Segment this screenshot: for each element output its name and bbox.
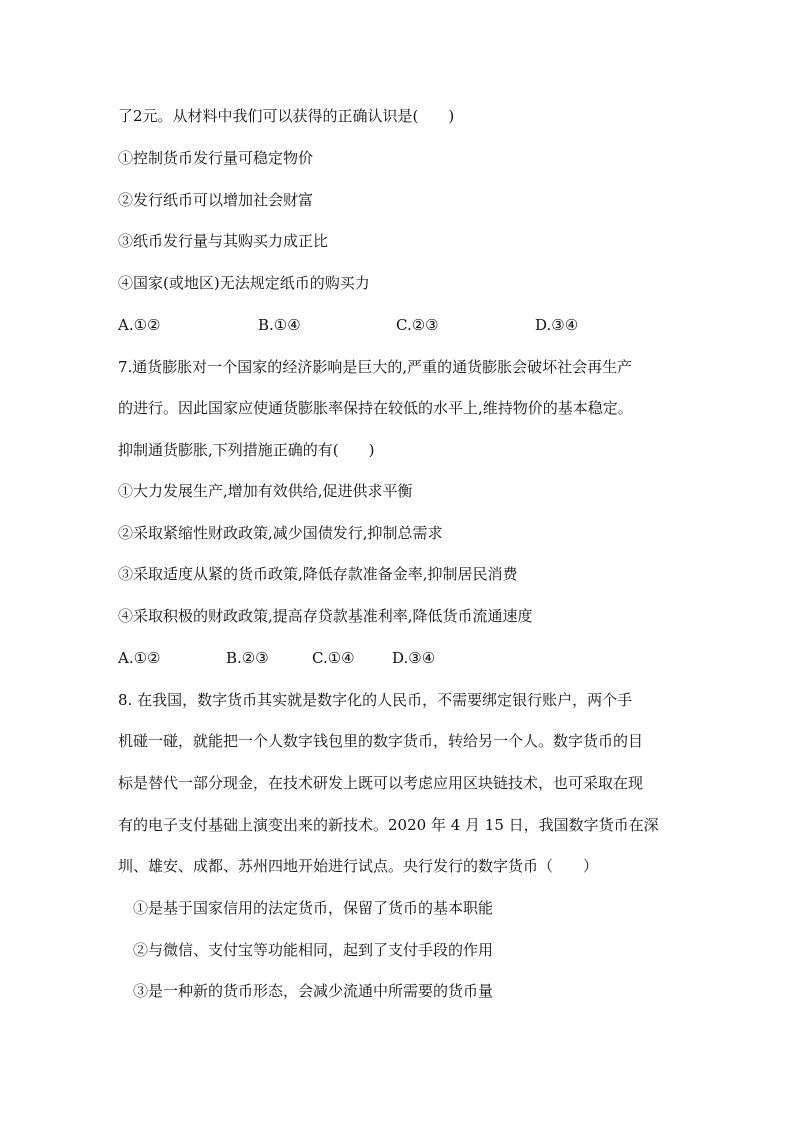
q7-option-c: C.①④ bbox=[312, 649, 355, 667]
q7-stem-line-1: 7.通货膨胀对一个国家的经济影响是巨大的,严重的通货膨胀会破坏社会再生产 bbox=[118, 358, 633, 376]
q6-stem-tail: 了2元。从材料中我们可以获得的正确认识是( ) bbox=[118, 107, 455, 125]
q8-item-2: ②与微信、支付宝等功能相同，起到了支付手段的作用 bbox=[133, 941, 494, 959]
q8-stem-line-3: 标是替代一部分现金，在技术研发上既可以考虑应用区块链技术，也可采取在现 bbox=[118, 774, 644, 792]
q7-stem-line-2: 的进行。因此国家应使通货膨胀率保持在较低的水平上,维持物价的基本稳定。 bbox=[118, 399, 633, 417]
q7-item-2: ②采取紧缩性财政政策,减少国债发行,抑制总需求 bbox=[118, 524, 443, 542]
q6-option-c: C.②③ bbox=[396, 316, 439, 334]
q6-option-b: B.①④ bbox=[258, 316, 301, 334]
q8-item-3: ③是一种新的货币形态，会减少流通中所需要的货币量 bbox=[133, 982, 494, 1000]
q8-stem-line-2: 机碰一碰，就能把一个人数字钱包里的数字货币，转给另一个人。数字货币的目 bbox=[118, 732, 644, 750]
q8-stem-line-4: 有的电子支付基础上演变出来的新技术。2020 年 4 月 15 日，我国数字货币在深 bbox=[118, 816, 659, 834]
q6-item-3: ③纸币发行量与其购买力成正比 bbox=[118, 232, 329, 250]
q7-item-3: ③采取适度从紧的货币政策,降低存款准备金率,抑制居民消费 bbox=[118, 565, 518, 583]
q7-option-a: A.①② bbox=[118, 649, 161, 667]
q7-option-d: D.③④ bbox=[392, 649, 436, 667]
q8-stem-line-1: 8. 在我国，数字货币其实就是数字化的人民币，不需要绑定银行账户，两个手 bbox=[118, 691, 633, 709]
q7-item-4: ④采取积极的财政政策,提高存贷款基准利率,降低货币流通速度 bbox=[118, 607, 533, 625]
q8-stem-line-5: 圳、雄安、成都、苏州四地开始进行试点。央行发行的数字货币（ ） bbox=[118, 857, 599, 875]
q7-option-b: B.②③ bbox=[226, 649, 269, 667]
q6-item-1: ①控制货币发行量可稳定物价 bbox=[118, 149, 314, 167]
q6-item-2: ②发行纸币可以增加社会财富 bbox=[118, 191, 314, 209]
q7-item-1: ①大力发展生产,增加有效供给,促进供求平衡 bbox=[118, 482, 413, 500]
q6-option-a: A.①② bbox=[118, 316, 161, 334]
q7-stem-line-3: 抑制通货膨胀,下列措施正确的有( ) bbox=[118, 441, 375, 459]
q6-option-d: D.③④ bbox=[535, 316, 579, 334]
q8-item-1: ①是基于国家信用的法定货币，保留了货币的基本职能 bbox=[133, 899, 494, 917]
q6-item-4: ④国家(或地区)无法规定纸币的购买力 bbox=[118, 274, 370, 292]
